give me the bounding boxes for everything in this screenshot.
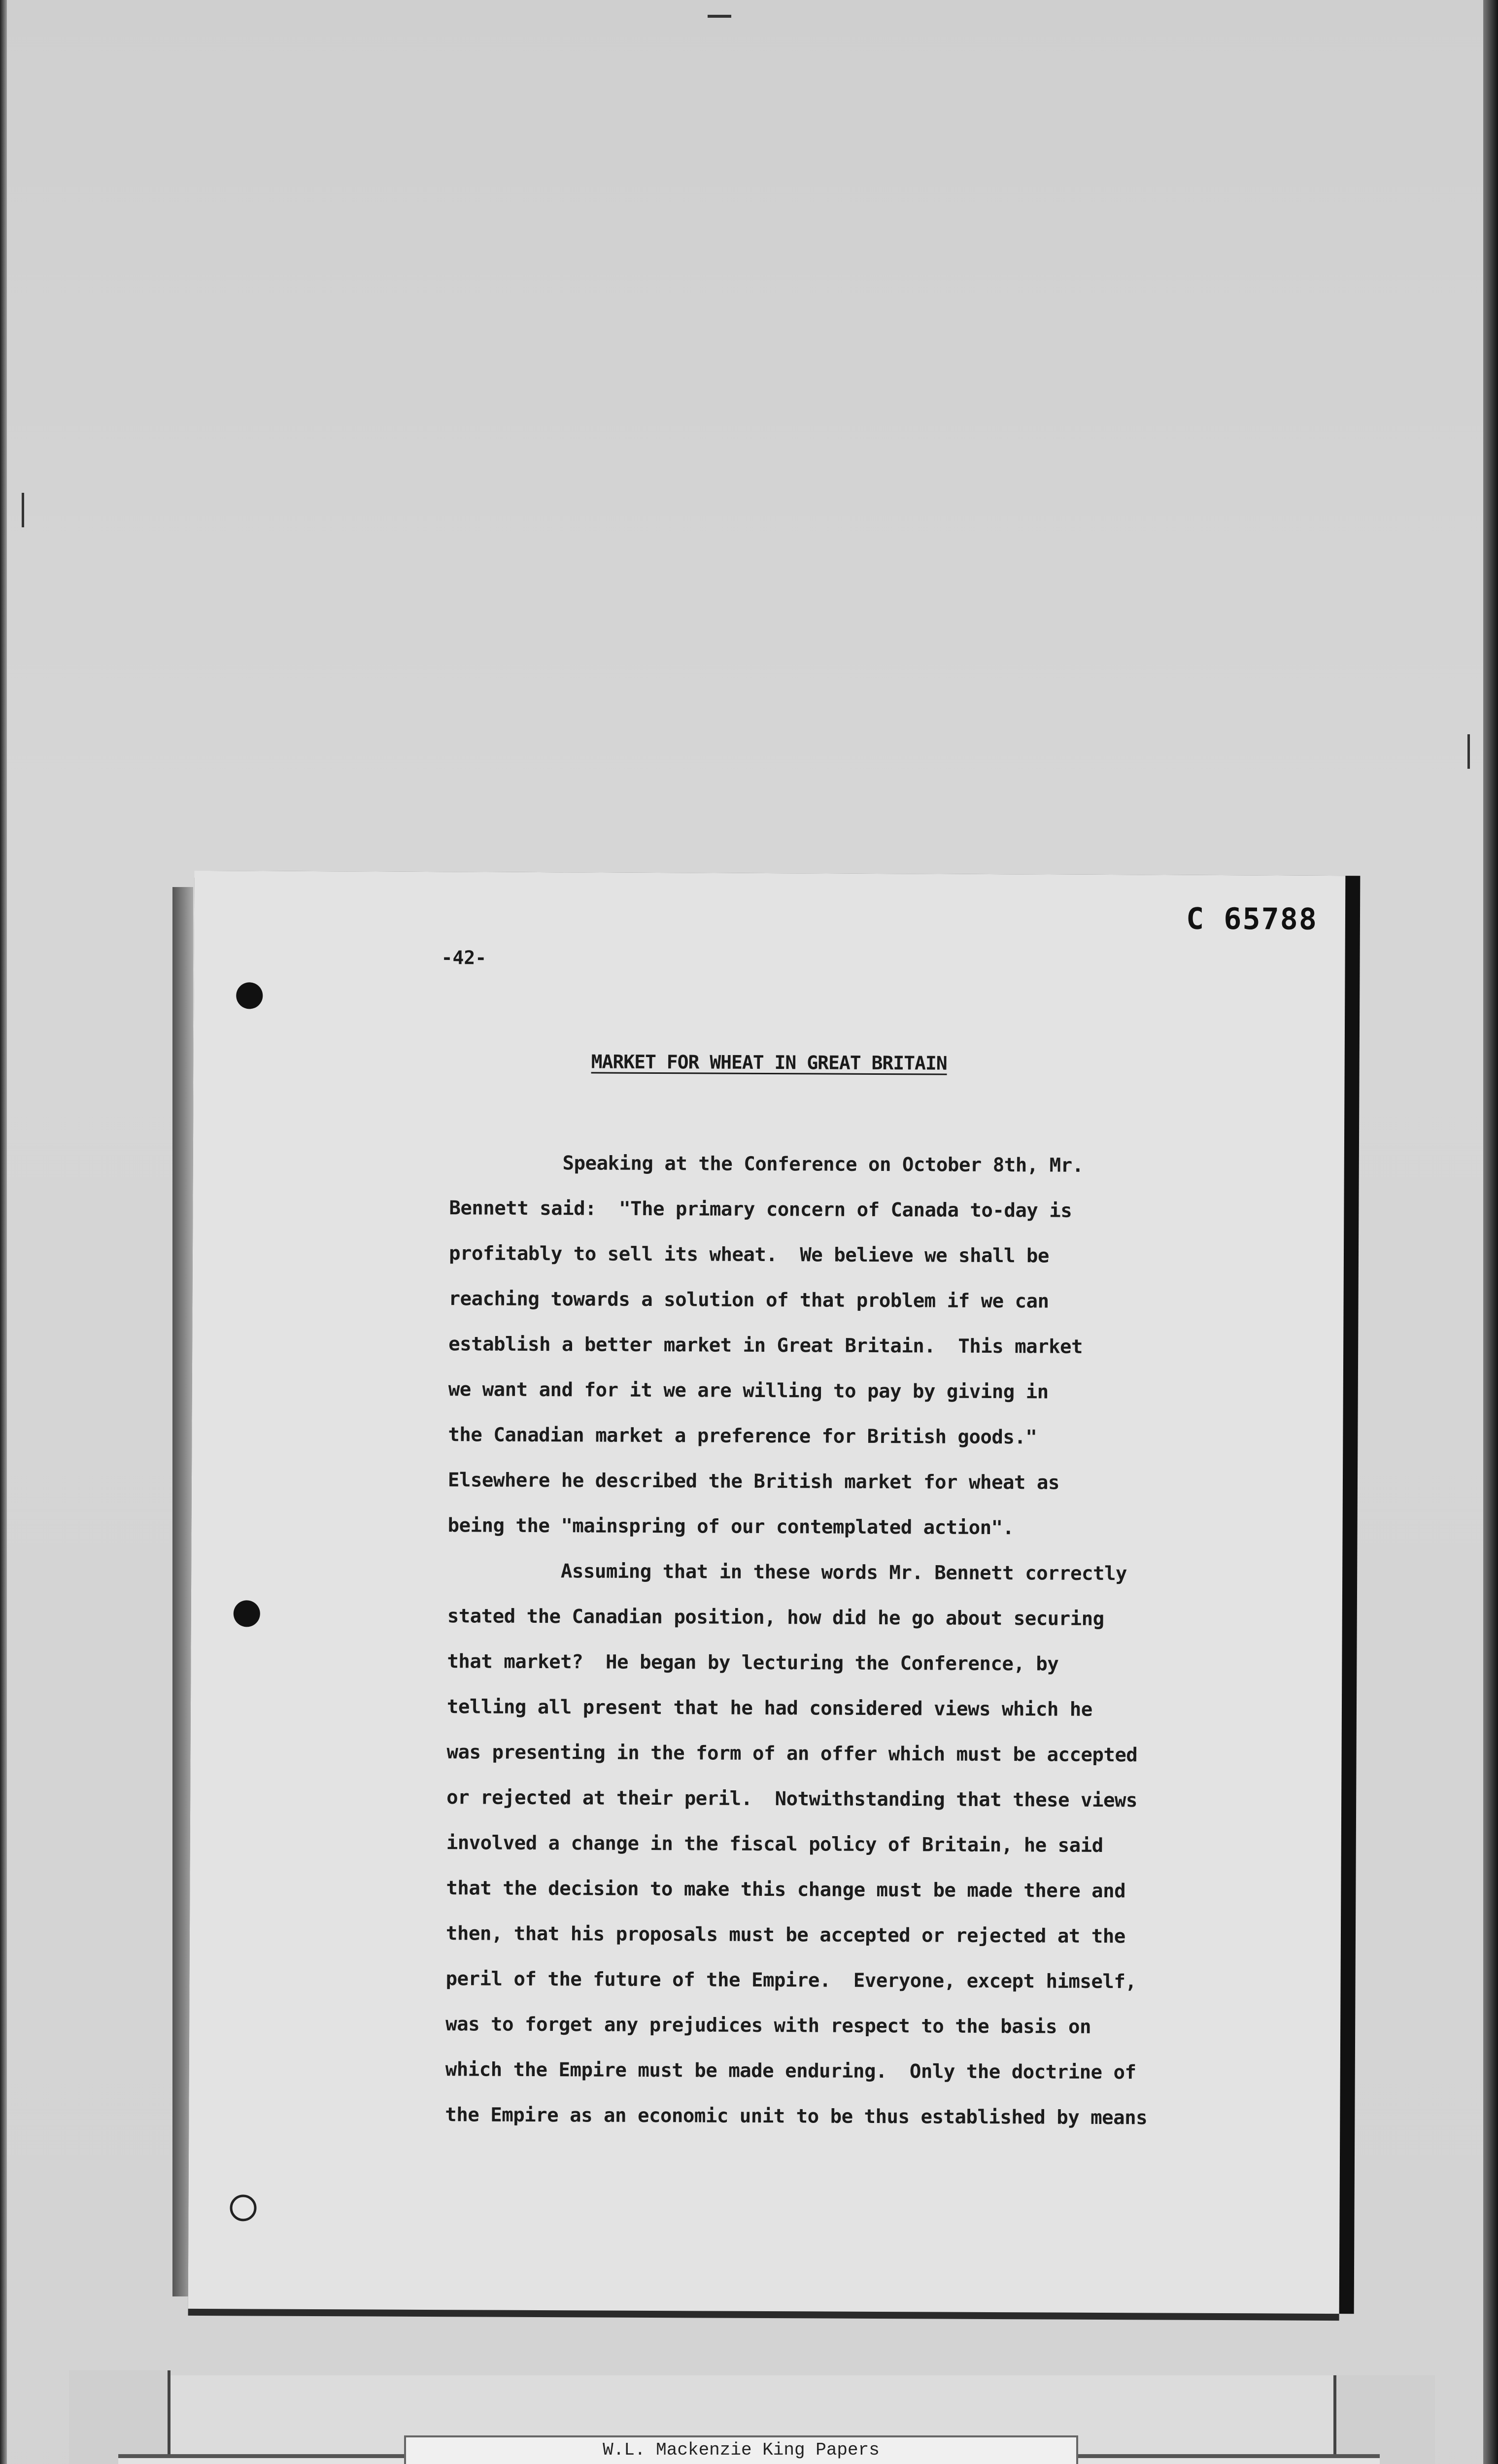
text-line: Assuming that in these words Mr. Bennett correctly — [447, 1560, 1127, 1585]
text-line: was to forget any prejudices with respect to the basis on — [445, 2013, 1091, 2038]
text-line: we want and for it we are willing to pay by giving in — [448, 1378, 1049, 1403]
film-scratch — [1467, 734, 1470, 769]
film-edge-right — [1483, 0, 1498, 2464]
punch-hole-bottom — [230, 2194, 256, 2221]
typed-page — [188, 871, 1346, 2314]
text-line: or rejected at their peril. Notwithstanding that these views — [446, 1786, 1138, 1812]
text-line: which the Empire must be made enduring. Only the doctrine of — [445, 2058, 1136, 2084]
text-line: establish a better market in Great Britain. This market — [448, 1333, 1083, 1358]
text-line: was presenting in the form of an offer which must be accepted — [446, 1741, 1138, 1767]
text-line: stated the Canadian position, how did he go about securing — [447, 1605, 1104, 1630]
film-scratch — [708, 15, 731, 18]
archive-card-tab-right — [1333, 2375, 1435, 2464]
text-line: being the "mainspring of our contemplated action". — [447, 1514, 1014, 1540]
text-line: peril of the future of the Empire. Everyone, except himself, — [445, 1968, 1137, 1993]
text-line: telling all present that he had considered views which he — [446, 1696, 1092, 1721]
text-line: the Canadian market a preference for British goods." — [448, 1424, 1037, 1449]
film-scratch — [22, 493, 24, 527]
text-line: that the decision to make this change must be made there and — [446, 1877, 1126, 1903]
punch-hole-middle — [234, 1600, 260, 1627]
collection-name: W.L. Mackenzie King Papers — [603, 2440, 880, 2460]
archive-card-tab-left — [69, 2370, 170, 2464]
text-line: involved a change in the fiscal policy of Britain, he said — [446, 1832, 1103, 1857]
text-line: Bennett said: "The primary concern of Canada to-day is — [449, 1197, 1072, 1222]
section-heading: MARKET FOR WHEAT IN GREAT BRITAIN — [591, 1051, 947, 1074]
text-line: that market? He began by lecturing the Conference, by — [447, 1650, 1059, 1676]
text-line: profitably to sell its wheat. We believe we shall be — [448, 1242, 1050, 1267]
punch-hole-top — [236, 982, 263, 1009]
text-line: then, that his proposals must be accepted or rejected at the — [445, 1922, 1125, 1948]
text-line: Speaking at the Conference on October 8th, Mr. — [449, 1152, 1084, 1177]
page-number: -42- — [441, 947, 487, 969]
collection-label — [404, 2435, 1078, 2464]
film-edge-left — [0, 0, 7, 2464]
document-number: C 65788 — [1186, 901, 1318, 937]
text-line: reaching towards a solution of that problem if we can — [448, 1288, 1049, 1313]
text-line: the Empire as an economic unit to be thus established by means — [445, 2104, 1148, 2129]
text-line: Elsewhere he described the British market for wheat as — [447, 1469, 1059, 1494]
